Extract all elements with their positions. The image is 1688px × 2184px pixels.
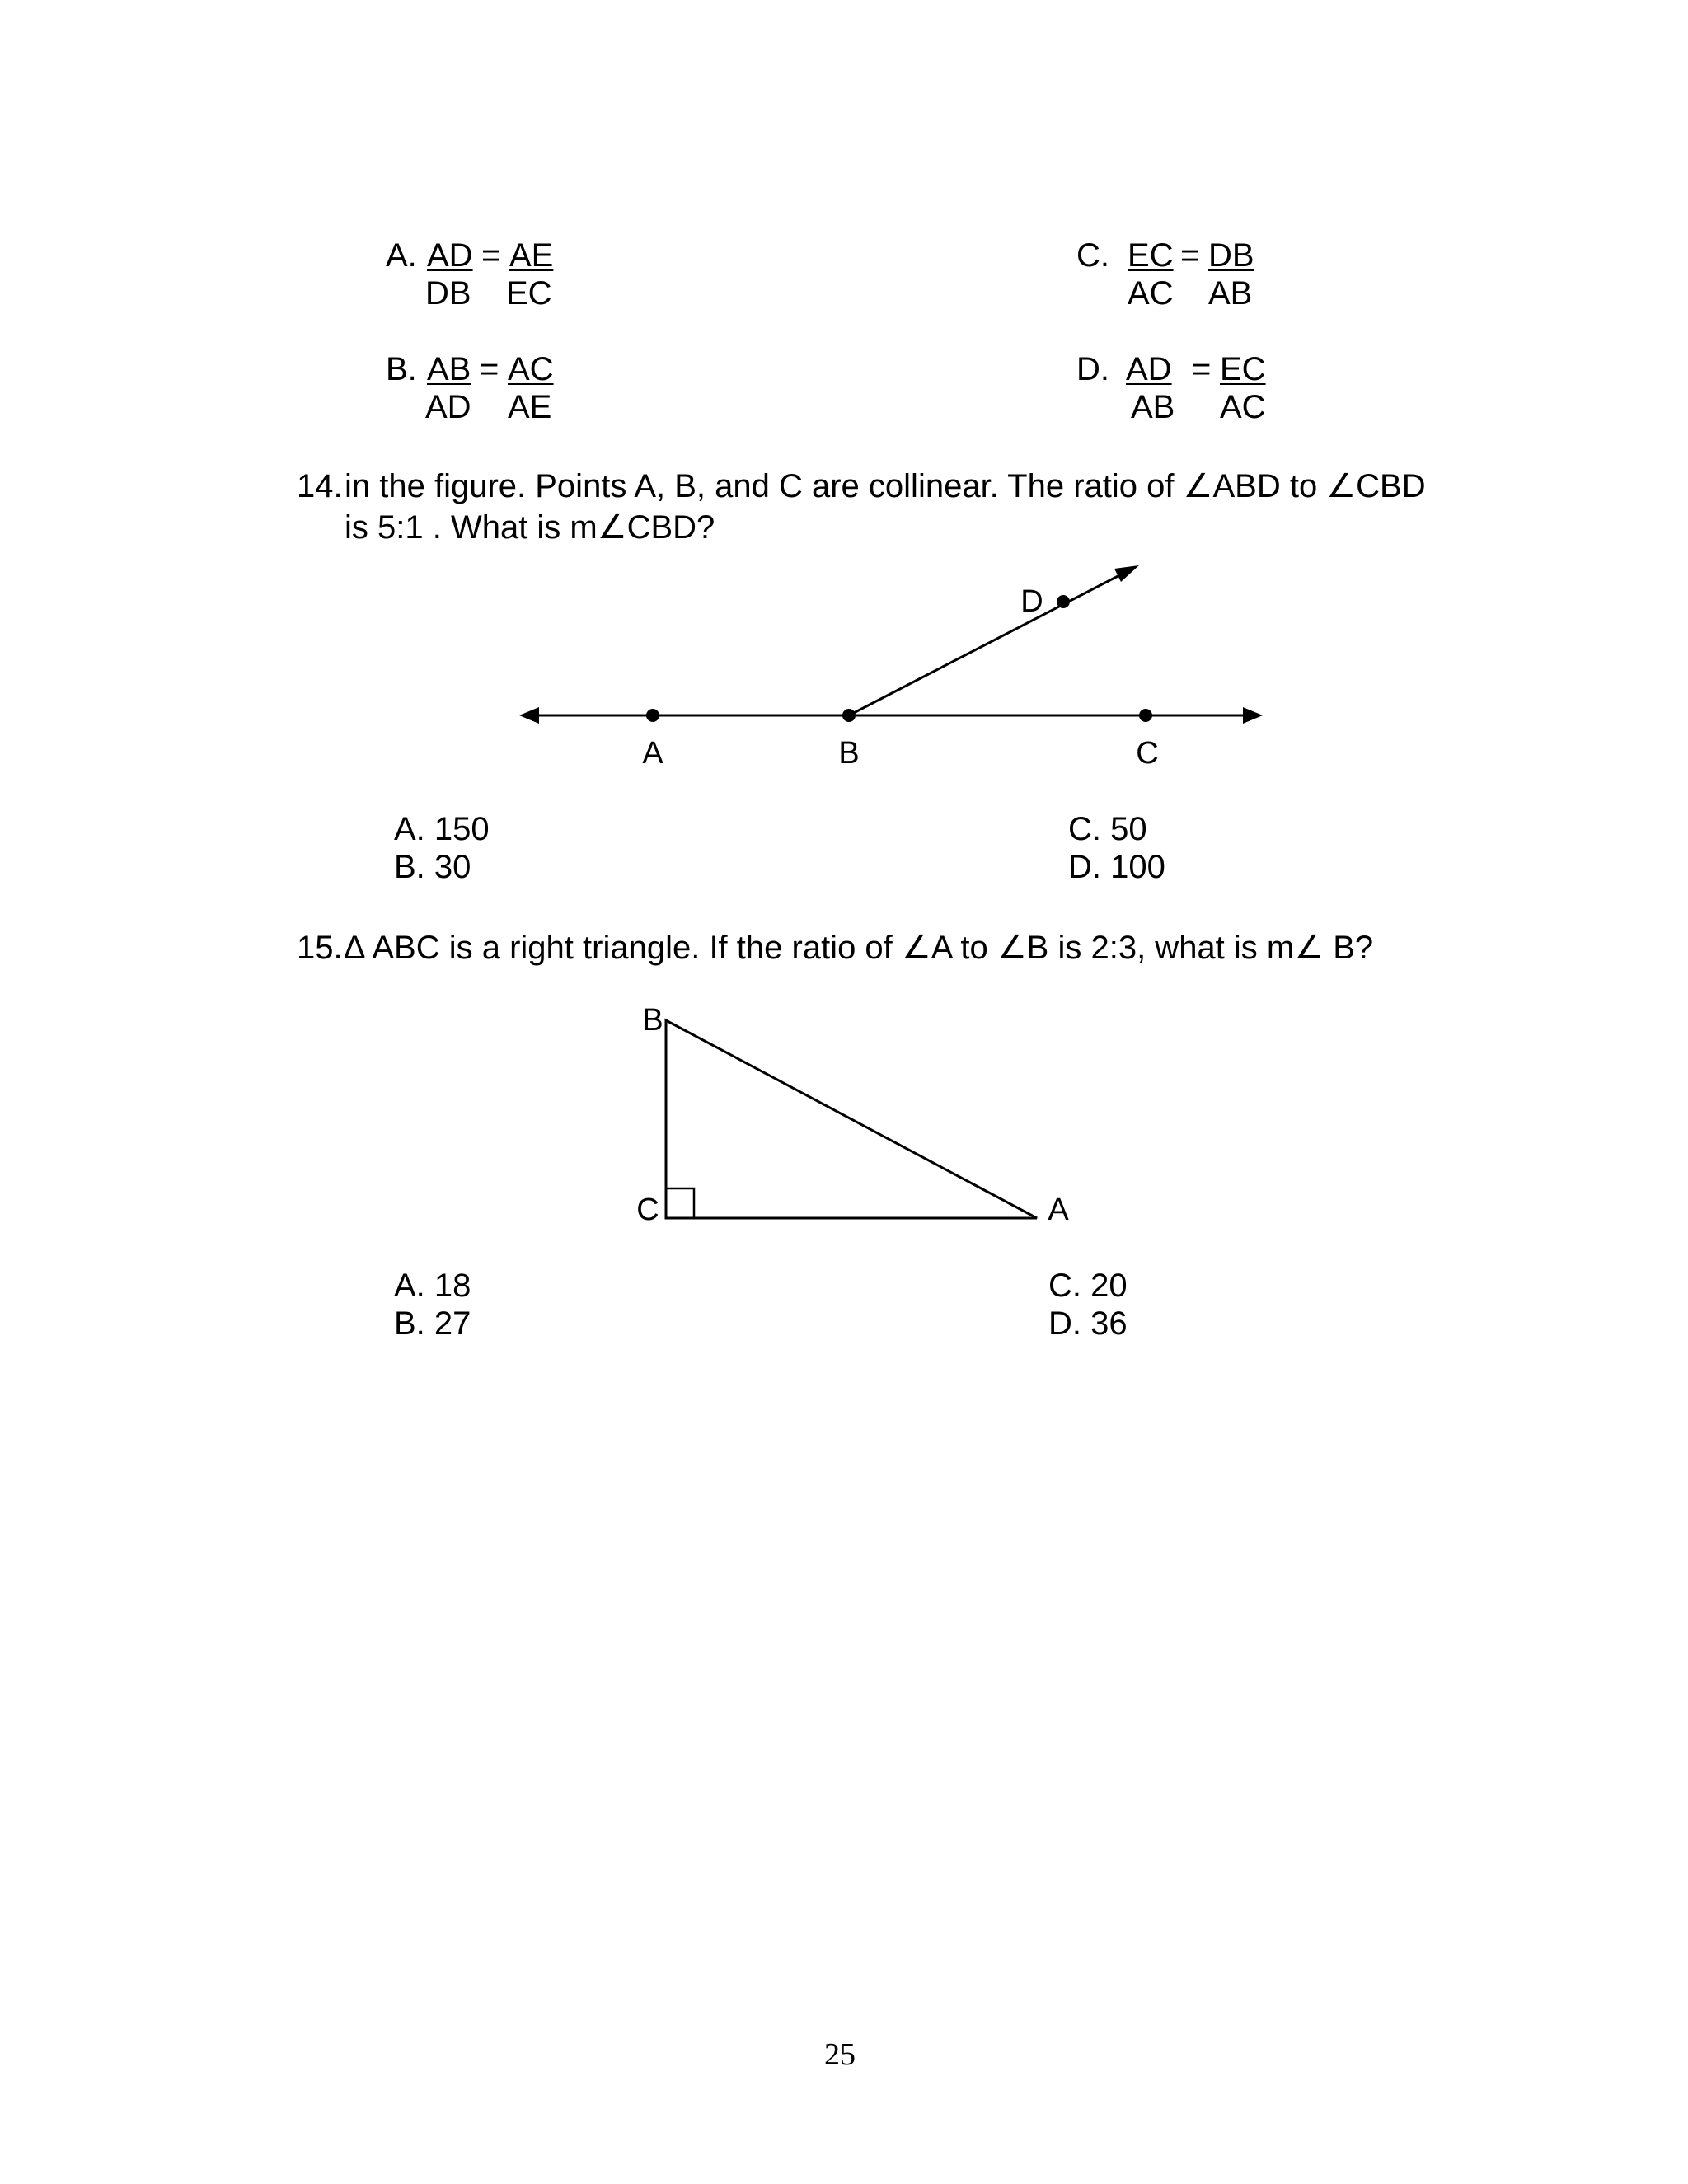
q14-text-line-2: is 5:1 . What is m∠CBD? [345,509,715,546]
q13-option-a-num-right: AE [509,237,554,274]
q13-option-d-letter: D. [1076,351,1109,387]
triangle-label-c: C [636,1193,659,1227]
page-number: 25 [824,2037,856,2072]
q13-option-d-num-left: AD [1126,351,1172,387]
q14-text-line-1: in the figure. Points A, B, and C are collinear. The ratio of ∠ABD to ∠CBD [345,468,1426,504]
q13-option-c-den-left: AC [1128,275,1174,312]
q14-option-b: B. 30 [394,849,471,885]
q13-option-a-num-left: AD [427,237,473,274]
q15-option-c: C. 20 [1048,1268,1128,1304]
right-angle-marker-icon [666,1188,694,1218]
triangle-label-a: A [1048,1193,1069,1227]
point-b [842,709,856,722]
label-d: D [1020,584,1043,619]
label-a: A [642,736,663,771]
triangle-abc [666,1020,1037,1218]
q13-option-b-num-left: AB [427,351,471,387]
q13-option-b-num-right: AC [508,351,554,387]
right-arrowhead-icon [1243,707,1263,724]
q15-option-a: A. 18 [394,1268,471,1304]
q13-option-d-equals: = [1192,351,1212,387]
q14-option-a: A. 150 [394,811,490,847]
q15-option-d: D. 36 [1048,1305,1128,1342]
point-c [1139,709,1152,722]
q13-option-c-den-right: AB [1208,275,1253,312]
q13-option-b-letter: B. [386,351,417,387]
label-b: B [838,736,860,771]
q13-option-c-num-left: EC [1128,237,1174,274]
point-a [646,709,659,722]
q13-option-c-num-right: DB [1208,237,1254,274]
q15-option-b: B. 27 [394,1305,471,1342]
q13-option-a-equals: = [481,237,501,274]
q15-number: 15. [297,930,343,966]
ray-bd [849,572,1126,715]
q13-option-a-den-left: DB [425,275,471,312]
q13-option-d-den-left: AB [1131,389,1175,425]
ray-arrowhead-icon [1114,565,1139,582]
q14-option-c: C. 50 [1068,811,1147,847]
q13-option-a-den-right: EC [506,275,552,312]
triangle-label-b: B [642,1003,663,1038]
q13-option-d-num-right: EC [1220,351,1266,387]
q13-option-b-den-left: AD [425,389,471,425]
q15-text: ∆ ABC is a right triangle. If the ratio of ∠A to ∠B is 2:3, what is m∠ B? [345,930,1374,966]
q13-option-a-letter: A. [386,237,417,274]
q13-option-d-den-right: AC [1220,389,1266,425]
q13-option-c-equals: = [1180,237,1200,274]
point-d [1057,595,1070,608]
q14-number: 14. [297,468,343,504]
label-c: C [1136,736,1159,771]
q13-option-b-equals: = [480,351,499,387]
q13-option-c-letter: C. [1076,237,1109,274]
q13-option-b-den-right: AE [508,389,552,425]
left-arrowhead-icon [519,707,539,724]
q14-option-d: D. 100 [1068,849,1165,885]
